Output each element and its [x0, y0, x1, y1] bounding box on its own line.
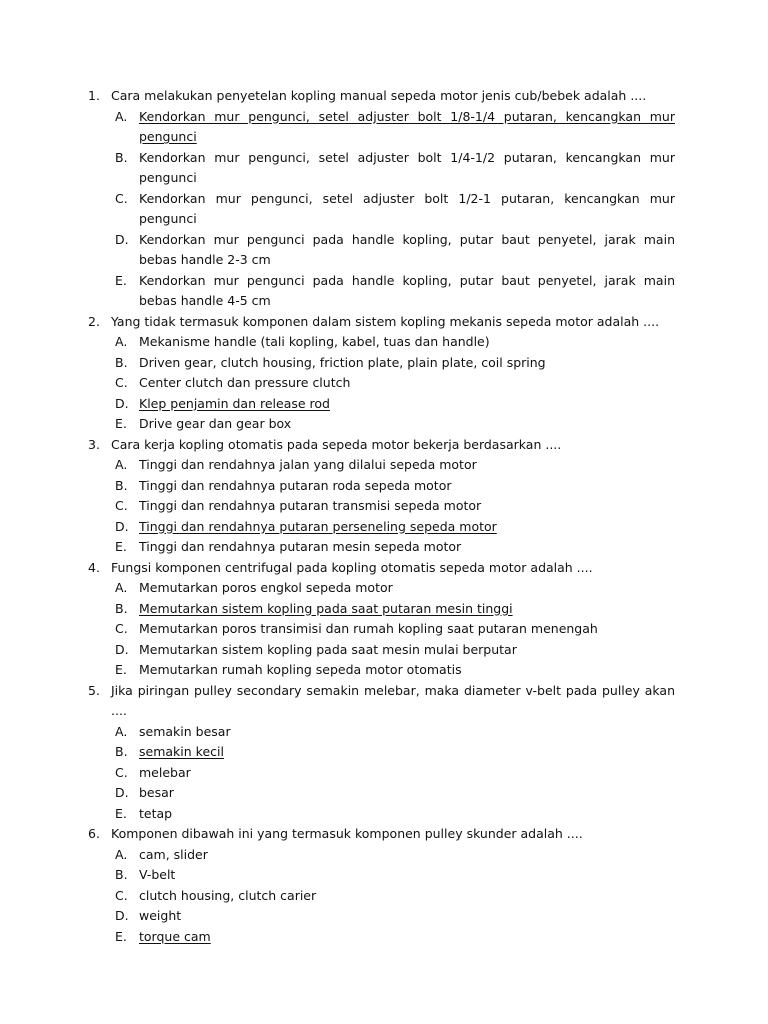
question-number: 3.	[88, 436, 100, 452]
option-text: Tinggi dan rendahnya putaran mesin sepeda motor	[139, 539, 462, 554]
option-letter: E.	[115, 272, 127, 288]
option-c	[0, 763, 675, 784]
option-a	[0, 845, 675, 866]
option-letter: E.	[115, 416, 127, 431]
option-text-answer: semakin kecil	[139, 744, 224, 759]
option-letter: A.	[115, 723, 128, 739]
option-text: clutch housing, clutch carier	[139, 887, 317, 903]
question-text: Cara melakukan penyetelan kopling manual sepeda motor jenis cub/bebek adalah ....	[111, 88, 647, 103]
option-letter: B.	[115, 477, 128, 493]
option-text: Drive gear dan gear box	[139, 416, 292, 431]
option-text: semakin besar	[139, 723, 231, 739]
option-text: Kendorkan mur pengunci, setel adjuster bolt 1/4-1/2 putaran, kencangkan mur pengunci	[139, 149, 675, 185]
option-c	[0, 373, 675, 394]
option-text: weight	[139, 908, 182, 923]
option-d	[0, 906, 675, 927]
option-b	[0, 865, 675, 886]
option-letter: D.	[115, 518, 129, 534]
option-b	[0, 599, 675, 620]
option-letter: E.	[115, 805, 127, 821]
question-text: Komponen dibawah ini yang termasuk komponen pulley skunder adalah ....	[111, 826, 583, 841]
option-letter: C.	[115, 190, 128, 206]
option-letter: E.	[115, 539, 127, 554]
option-c	[0, 496, 675, 517]
option-e	[0, 537, 675, 558]
question-1	[0, 86, 675, 107]
option-e	[0, 804, 675, 825]
question-number: 6.	[88, 826, 100, 841]
option-letter: B.	[115, 744, 128, 759]
option-letter: C.	[115, 375, 128, 390]
option-text: Center clutch dan pressure clutch	[139, 375, 351, 390]
option-text: Tinggi dan rendahnya jalan yang dilalui sepeda motor	[139, 457, 477, 472]
option-text: Memutarkan poros transimisi dan rumah kopling saat putaran menengah	[139, 621, 598, 636]
option-letter: A.	[115, 457, 128, 472]
option-text-answer: Memutarkan sistem kopling pada saat putaran mesin tinggi	[139, 600, 513, 616]
option-text-answer: torque cam	[139, 928, 211, 944]
option-b	[0, 476, 675, 497]
option-c	[0, 619, 675, 640]
question-6	[0, 824, 675, 845]
question-number: 4.	[88, 559, 100, 575]
option-d	[0, 783, 675, 804]
option-text-answer: Kendorkan mur pengunci, setel adjuster bolt 1/8-1/4 putaran, kencangkan mur pengunci	[139, 108, 675, 144]
option-e	[0, 660, 675, 681]
question-3	[0, 435, 675, 456]
option-letter: C.	[115, 887, 128, 903]
option-b	[0, 742, 675, 763]
option-letter: A.	[115, 108, 128, 124]
question-sheet	[0, 86, 768, 947]
option-a	[0, 722, 675, 743]
option-c	[0, 189, 675, 230]
question-text: Fungsi komponen centrifugal pada kopling otomatis sepeda motor adalah ....	[111, 559, 593, 575]
option-b	[0, 353, 675, 374]
option-letter: E.	[115, 928, 127, 944]
option-text: Tinggi dan rendahnya putaran transmisi sepeda motor	[139, 498, 482, 513]
option-letter: D.	[115, 395, 129, 411]
option-a	[0, 455, 675, 476]
option-text: cam, slider	[139, 846, 208, 862]
option-letter: B.	[115, 149, 128, 165]
option-d	[0, 394, 675, 415]
question-number: 1.	[88, 88, 100, 103]
option-letter: A.	[115, 334, 128, 349]
option-letter: C.	[115, 498, 128, 513]
option-e	[0, 414, 675, 435]
option-letter: C.	[115, 621, 128, 636]
option-text: Memutarkan rumah kopling sepeda motor otomatis	[139, 662, 462, 677]
option-d	[0, 230, 675, 271]
option-letter: B.	[115, 600, 128, 616]
option-text: Kendorkan mur pengunci pada handle kopling, putar baut penyetel, jarak main bebas handle 4-5 cm	[139, 272, 675, 308]
option-a	[0, 107, 675, 148]
option-letter: C.	[115, 764, 128, 780]
option-text: Memutarkan sistem kopling pada saat mesin mulai berputar	[139, 641, 517, 657]
option-letter: B.	[115, 867, 128, 882]
option-text: melebar	[139, 764, 191, 780]
option-text: Mekanisme handle (tali kopling, kabel, tuas dan handle)	[139, 334, 490, 349]
option-letter: B.	[115, 354, 128, 370]
option-letter: A.	[115, 846, 128, 862]
option-letter: D.	[115, 641, 129, 657]
option-d	[0, 640, 675, 661]
option-e	[0, 927, 675, 948]
option-a	[0, 332, 675, 353]
question-2	[0, 312, 675, 333]
option-text-answer: Tinggi dan rendahnya putaran perseneling sepeda motor	[139, 518, 497, 534]
option-text: Driven gear, clutch housing, friction plate, plain plate, coil spring	[139, 354, 546, 370]
option-text: Tinggi dan rendahnya putaran roda sepeda motor	[139, 477, 452, 493]
question-4	[0, 558, 675, 579]
option-text: Kendorkan mur pengunci, setel adjuster bolt 1/2-1 putaran, kencangkan mur pengunci	[139, 190, 675, 226]
option-text: Kendorkan mur pengunci pada handle kopling, putar baut penyetel, jarak main bebas handle 2-3 cm	[139, 231, 675, 267]
option-c	[0, 886, 675, 907]
question-number: 2.	[88, 313, 100, 329]
question-5	[0, 681, 675, 722]
option-a	[0, 578, 675, 599]
option-d	[0, 517, 675, 538]
option-letter: D.	[115, 785, 129, 800]
option-letter: E.	[115, 662, 127, 677]
option-text: Memutarkan poros engkol sepeda motor	[139, 580, 393, 595]
question-text: Yang tidak termasuk komponen dalam sistem kopling mekanis sepeda motor adalah ....	[111, 313, 660, 329]
question-text: Jika piringan pulley secondary semakin melebar, maka diameter v-belt pada pulley akan ....	[111, 682, 675, 718]
option-letter: A.	[115, 580, 128, 595]
option-b	[0, 148, 675, 189]
question-number: 5.	[88, 682, 100, 698]
option-text-answer: Klep penjamin dan release rod	[139, 395, 330, 411]
option-e	[0, 271, 675, 312]
option-letter: D.	[115, 908, 129, 923]
question-text: Cara kerja kopling otomatis pada sepeda motor bekerja berdasarkan ....	[111, 436, 562, 452]
option-text: besar	[139, 785, 174, 800]
option-text: tetap	[139, 805, 173, 821]
option-letter: D.	[115, 231, 129, 247]
option-text: V-belt	[139, 867, 176, 882]
